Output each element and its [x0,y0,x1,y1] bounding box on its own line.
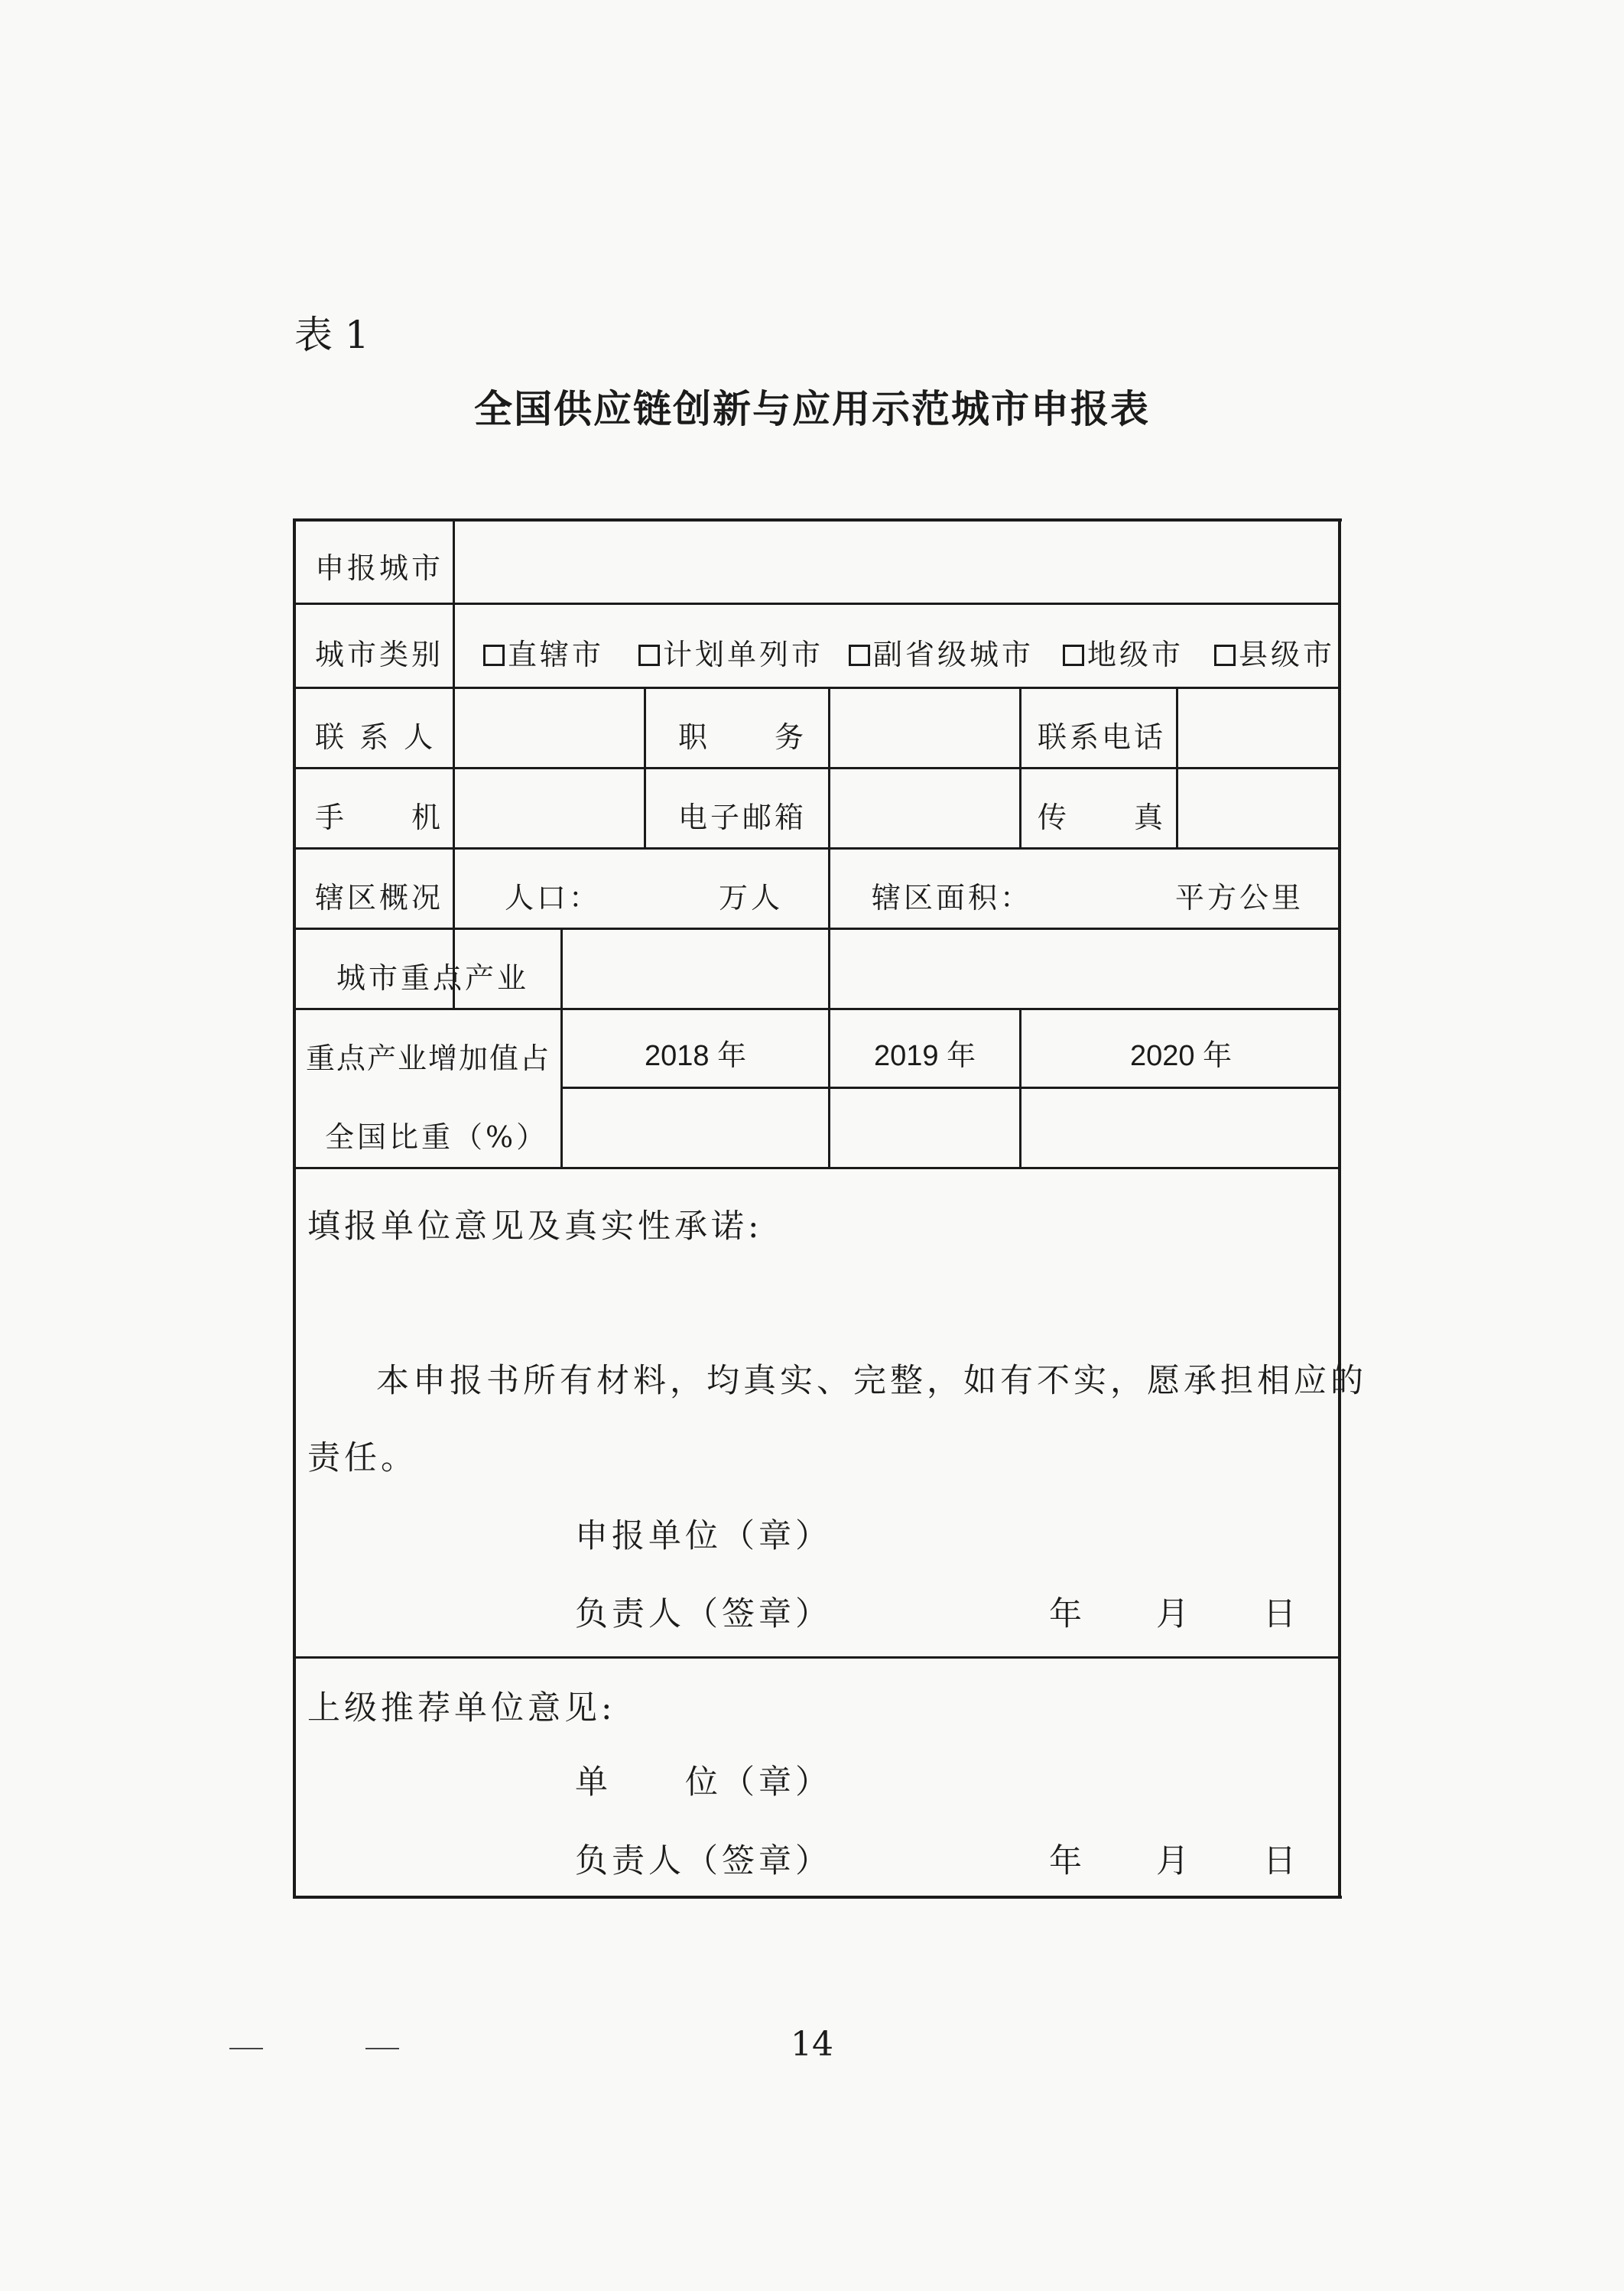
row-divider [293,767,1340,769]
phone-label: 联系电话 [1038,720,1167,754]
contact-label: 联 系 人 [315,720,437,754]
industry-label: 城市重点产业 [336,961,530,995]
year-2019: 2019 年 [874,1040,976,1072]
column-divider [828,1008,830,1168]
row-divider [293,1167,1340,1169]
table-border-left [293,518,296,1899]
row-divider [293,603,1340,605]
share-label-line2: 全国比重（%） [325,1120,549,1154]
checkbox-icon[interactable] [483,645,505,666]
city-label: 申报城市 [315,551,444,585]
row-divider [293,1656,1340,1659]
fax-label: 传 真 [1038,801,1167,834]
commitment-text-line2: 责任。 [307,1439,417,1477]
table-label: 表 1 [294,313,369,357]
recommendation-signer-label: 负责人（签章） [575,1842,832,1880]
year-2018: 2018 年 [645,1040,747,1072]
row-divider [293,1008,1340,1010]
column-divider [1176,687,1178,847]
commitment-unit-label: 申报单位（章） [575,1517,832,1555]
column-divider [828,687,830,1008]
city-type-option[interactable]: 直辖市 [483,631,604,673]
checkbox-icon[interactable] [1214,645,1236,666]
checkbox-icon[interactable] [849,645,870,666]
recommendation-year: 年 [1049,1842,1086,1880]
column-divider [560,928,563,1168]
commitment-year: 年 [1049,1595,1086,1633]
checkbox-icon[interactable] [638,645,660,666]
district-label: 辖区概况 [315,881,444,915]
checkbox-icon[interactable] [1063,645,1084,666]
population-label: 人口： [505,881,602,915]
city-type-option[interactable]: 县级市 [1214,631,1335,673]
recommendation-month: 月 [1156,1842,1193,1880]
commitment-month: 月 [1156,1595,1193,1633]
row-divider [293,687,1340,689]
row-divider [293,928,1340,930]
column-divider [1019,687,1021,847]
area-label: 辖区面积： [872,881,1033,915]
city-type-option[interactable]: 副省级城市 [849,631,1034,673]
city-type-label: 城市类别 [315,638,444,671]
column-divider [1019,1008,1021,1168]
share-label-line1: 重点产业增加值占 [306,1042,551,1075]
commitment-signer-label: 负责人（签章） [575,1595,832,1633]
table-border-top [293,518,1342,522]
recommendation-day: 日 [1263,1842,1300,1880]
mobile-label: 手 机 [315,801,444,834]
document-title: 全国供应链创新与应用示范城市申报表 [474,387,1150,431]
city-type-option[interactable]: 计划单列市 [638,631,823,673]
commitment-day: 日 [1263,1595,1300,1633]
table-border-bottom [293,1896,1342,1899]
city-type-option[interactable]: 地级市 [1063,631,1184,673]
population-unit: 万人 [719,881,784,915]
column-divider [644,687,646,847]
commitment-text-line1: 本申报书所有材料，均真实、完整，如有不实，愿承担相应的 [376,1362,1367,1400]
row-divider [560,1087,1340,1089]
year-2020: 2020 年 [1130,1040,1233,1072]
area-unit: 平方公里 [1175,881,1304,915]
page-number: 14 [791,2025,833,2064]
row-divider [293,847,1340,850]
table-border-right [1338,518,1341,1899]
commitment-heading: 填报单位意见及真实性承诺: [307,1207,763,1246]
footer-dash-right [365,2048,399,2049]
recommendation-heading: 上级推荐单位意见: [307,1689,616,1727]
column-divider [453,518,455,1008]
email-label: 电子邮箱 [678,801,807,834]
position-label: 职 务 [678,720,807,754]
recommendation-unit-label: 单 位（章） [575,1763,832,1802]
